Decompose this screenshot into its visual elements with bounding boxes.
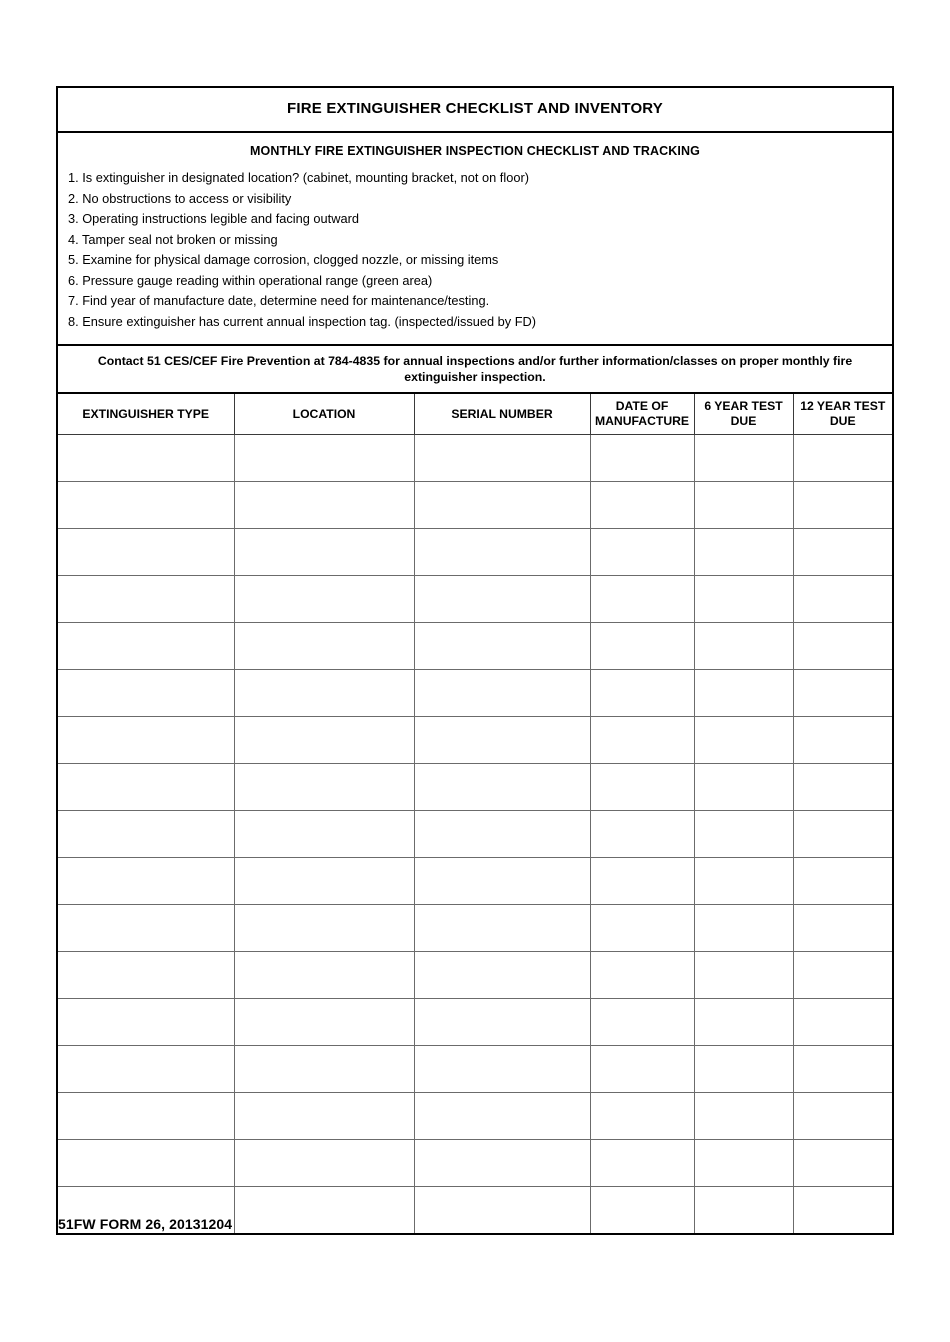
cell-twelve_year_test_due[interactable] [793, 763, 892, 810]
cell-date_of_manufacture[interactable] [590, 857, 694, 904]
cell-twelve_year_test_due[interactable] [793, 1186, 892, 1233]
cell-date_of_manufacture[interactable] [590, 1139, 694, 1186]
table-row[interactable] [58, 528, 892, 575]
cell-twelve_year_test_due[interactable] [793, 434, 892, 481]
cell-twelve_year_test_due[interactable] [793, 810, 892, 857]
cell-six_year_test_due[interactable] [694, 434, 793, 481]
cell-twelve_year_test_due[interactable] [793, 1092, 892, 1139]
table-row[interactable] [58, 1045, 892, 1092]
cell-location[interactable] [234, 951, 414, 998]
cell-twelve_year_test_due[interactable] [793, 951, 892, 998]
checklist-item: 1. Is extinguisher in designated location? (cabinet, mounting bracket, not on floor) [68, 170, 529, 185]
cell-date_of_manufacture[interactable] [590, 763, 694, 810]
contact-notice [58, 346, 892, 394]
cell-serial_number[interactable] [414, 1139, 590, 1186]
cell-twelve_year_test_due[interactable] [793, 622, 892, 669]
cell-serial_number[interactable] [414, 763, 590, 810]
cell-six_year_test_due[interactable] [694, 669, 793, 716]
cell-twelve_year_test_due[interactable] [793, 669, 892, 716]
cell-six_year_test_due[interactable] [694, 1186, 793, 1233]
column-header-six-year-test-due: 6 YEAR TEST DUE [694, 394, 793, 434]
table-row[interactable] [58, 434, 892, 481]
cell-extinguisher_type[interactable] [58, 716, 234, 763]
cell-location[interactable] [234, 575, 414, 622]
cell-location[interactable] [234, 1092, 414, 1139]
table-row[interactable] [58, 1092, 892, 1139]
checklist-item: 3. Operating instructions legible and facing outward [68, 211, 359, 226]
inventory-table [58, 394, 892, 1233]
cell-serial_number[interactable] [414, 528, 590, 575]
cell-date_of_manufacture[interactable] [590, 622, 694, 669]
table-row[interactable] [58, 622, 892, 669]
cell-date_of_manufacture[interactable] [590, 669, 694, 716]
cell-location[interactable] [234, 998, 414, 1045]
cell-location[interactable] [234, 904, 414, 951]
inventory-table-head [58, 394, 892, 434]
contact-notice-text: Contact 51 CES/CEF Fire Prevention at 784-4835 for annual inspections and/or further information/classes on proper monthly fire extinguisher inspection. [97, 354, 853, 384]
cell-serial_number[interactable] [414, 857, 590, 904]
cell-date_of_manufacture[interactable] [590, 528, 694, 575]
form-number-footer: 51FW FORM 26, 20131204 [58, 1216, 233, 1232]
table-row[interactable] [58, 904, 892, 951]
cell-extinguisher_type[interactable] [58, 998, 234, 1045]
table-row[interactable] [58, 763, 892, 810]
cell-serial_number[interactable] [414, 716, 590, 763]
cell-date_of_manufacture[interactable] [590, 904, 694, 951]
cell-extinguisher_type[interactable] [58, 951, 234, 998]
table-row[interactable] [58, 857, 892, 904]
cell-twelve_year_test_due[interactable] [793, 1139, 892, 1186]
table-row[interactable] [58, 669, 892, 716]
table-header-row [58, 394, 892, 434]
cell-location[interactable] [234, 669, 414, 716]
cell-six_year_test_due[interactable] [694, 1092, 793, 1139]
cell-date_of_manufacture[interactable] [590, 716, 694, 763]
checklist-item: 4. Tamper seal not broken or missing [68, 231, 278, 247]
column-header-serial-number: SERIAL NUMBER [414, 394, 590, 434]
cell-extinguisher_type[interactable] [58, 434, 234, 481]
cell-extinguisher_type[interactable] [58, 622, 234, 669]
cell-extinguisher_type[interactable] [58, 1139, 234, 1186]
cell-location[interactable] [234, 716, 414, 763]
cell-serial_number[interactable] [414, 481, 590, 528]
cell-six_year_test_due[interactable] [694, 763, 793, 810]
cell-date_of_manufacture[interactable] [590, 1186, 694, 1233]
checklist-heading: MONTHLY FIRE EXTINGUISHER INSPECTION CHECKLIST AND TRACKING [250, 144, 700, 158]
cell-date_of_manufacture[interactable] [590, 810, 694, 857]
cell-extinguisher_type[interactable] [58, 1045, 234, 1092]
cell-six_year_test_due[interactable] [694, 857, 793, 904]
cell-serial_number[interactable] [414, 622, 590, 669]
form-title-band [58, 88, 892, 133]
column-header-date-of-manufacture: DATE OF MANUFACTURE [590, 394, 694, 434]
cell-six_year_test_due[interactable] [694, 528, 793, 575]
cell-twelve_year_test_due[interactable] [793, 716, 892, 763]
cell-location[interactable] [234, 810, 414, 857]
inventory-table-body [58, 434, 892, 1233]
cell-extinguisher_type[interactable] [58, 810, 234, 857]
checklist-item: 7. Find year of manufacture date, determine need for maintenance/testing. [68, 293, 490, 308]
column-header-extinguisher-type: EXTINGUISHER TYPE [58, 394, 234, 434]
cell-six_year_test_due[interactable] [694, 481, 793, 528]
cell-twelve_year_test_due[interactable] [793, 904, 892, 951]
cell-location[interactable] [234, 1186, 414, 1233]
cell-six_year_test_due[interactable] [694, 904, 793, 951]
cell-six_year_test_due[interactable] [694, 998, 793, 1045]
cell-date_of_manufacture[interactable] [590, 575, 694, 622]
cell-location[interactable] [234, 1139, 414, 1186]
column-header-location: LOCATION [234, 394, 414, 434]
cell-six_year_test_due[interactable] [694, 810, 793, 857]
cell-extinguisher_type[interactable] [58, 763, 234, 810]
table-row[interactable] [58, 1139, 892, 1186]
form-frame [56, 86, 894, 1235]
cell-date_of_manufacture[interactable] [590, 1045, 694, 1092]
cell-twelve_year_test_due[interactable] [793, 1045, 892, 1092]
cell-date_of_manufacture[interactable] [590, 951, 694, 998]
checklist-item: 2. No obstructions to access or visibility [68, 190, 292, 206]
cell-serial_number[interactable] [414, 575, 590, 622]
cell-date_of_manufacture[interactable] [590, 481, 694, 528]
column-header-twelve-year-test-due: 12 YEAR TEST DUE [793, 394, 892, 434]
cell-serial_number[interactable] [414, 434, 590, 481]
table-row[interactable] [58, 716, 892, 763]
cell-date_of_manufacture[interactable] [590, 434, 694, 481]
cell-extinguisher_type[interactable] [58, 575, 234, 622]
cell-extinguisher_type[interactable] [58, 481, 234, 528]
checklist-item: 8. Ensure extinguisher has current annual inspection tag. (inspected/issued by FD) [68, 313, 537, 329]
cell-extinguisher_type[interactable] [58, 857, 234, 904]
cell-serial_number[interactable] [414, 951, 590, 998]
cell-location[interactable] [234, 528, 414, 575]
page-title: FIRE EXTINGUISHER CHECKLIST AND INVENTORY [286, 100, 663, 117]
cell-location[interactable] [234, 763, 414, 810]
checklist-items [58, 168, 892, 332]
cell-date_of_manufacture[interactable] [590, 998, 694, 1045]
cell-extinguisher_type[interactable] [58, 1092, 234, 1139]
cell-serial_number[interactable] [414, 1186, 590, 1233]
checklist-item: 5. Examine for physical damage corrosion, clogged nozzle, or missing items [68, 252, 499, 267]
cell-serial_number[interactable] [414, 669, 590, 716]
cell-six_year_test_due[interactable] [694, 1045, 793, 1092]
cell-location[interactable] [234, 1045, 414, 1092]
cell-location[interactable] [234, 622, 414, 669]
cell-extinguisher_type[interactable] [58, 528, 234, 575]
cell-twelve_year_test_due[interactable] [793, 481, 892, 528]
cell-twelve_year_test_due[interactable] [793, 857, 892, 904]
cell-twelve_year_test_due[interactable] [793, 998, 892, 1045]
cell-extinguisher_type[interactable] [58, 669, 234, 716]
cell-twelve_year_test_due[interactable] [793, 528, 892, 575]
table-row[interactable] [58, 481, 892, 528]
cell-six_year_test_due[interactable] [694, 1139, 793, 1186]
cell-date_of_manufacture[interactable] [590, 1092, 694, 1139]
cell-twelve_year_test_due[interactable] [793, 575, 892, 622]
cell-location[interactable] [234, 481, 414, 528]
cell-serial_number[interactable] [414, 904, 590, 951]
cell-serial_number[interactable] [414, 1045, 590, 1092]
cell-serial_number[interactable] [414, 810, 590, 857]
table-row[interactable] [58, 998, 892, 1045]
table-row[interactable] [58, 951, 892, 998]
cell-serial_number[interactable] [414, 998, 590, 1045]
checklist-item: 6. Pressure gauge reading within operational range (green area) [68, 272, 433, 288]
cell-six_year_test_due[interactable] [694, 575, 793, 622]
cell-six_year_test_due[interactable] [694, 716, 793, 763]
checklist-section [58, 133, 892, 346]
cell-serial_number[interactable] [414, 1092, 590, 1139]
table-row[interactable] [58, 810, 892, 857]
cell-six_year_test_due[interactable] [694, 951, 793, 998]
table-row[interactable] [58, 575, 892, 622]
cell-location[interactable] [234, 857, 414, 904]
cell-six_year_test_due[interactable] [694, 622, 793, 669]
cell-location[interactable] [234, 434, 414, 481]
cell-extinguisher_type[interactable] [58, 904, 234, 951]
